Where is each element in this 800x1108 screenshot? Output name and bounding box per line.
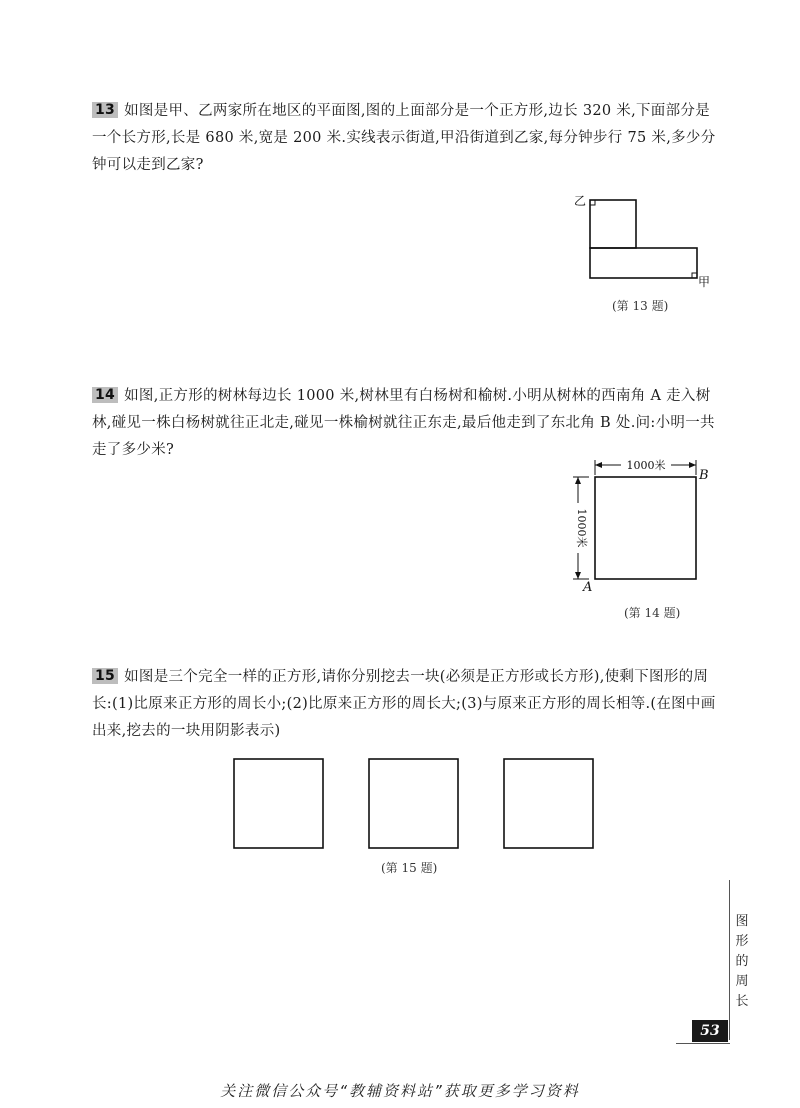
figure-14 [565, 455, 725, 600]
figure-15-caption: (第 15 题) [381, 861, 438, 875]
figure-15 [230, 755, 600, 853]
problem-13 [92, 98, 722, 179]
problem-number-badge: 15 [92, 668, 118, 684]
problem-15 [92, 664, 722, 745]
problem-number-badge: 13 [92, 102, 118, 118]
square-2 [369, 759, 458, 848]
dimension-side: 1000米 [575, 508, 588, 548]
label-a: A [583, 580, 593, 595]
problem-13-text [92, 98, 722, 179]
problem-15-body: 如图是三个完全一样的正方形,请你分别挖去一块(必须是正方形或长方形),使剩下图形的周长:(1)比原来正方形的周长小;(2)比原来正方形的周长大;(3)与原来正方形的周长相等.(在图中画出来,挖去的一块用阴影表示) [92, 669, 716, 739]
square-3 [504, 759, 593, 848]
page-number-rule [676, 1043, 730, 1044]
problem-15-text [92, 664, 722, 745]
sidebar-rule [729, 880, 730, 1040]
problem-14-text [92, 383, 722, 464]
problem-14 [92, 383, 722, 464]
problem-number-badge: 14 [92, 387, 118, 403]
dimension-top: 1000米 [626, 459, 666, 472]
footer-note: 关注微信公众号“教辅资料站”获取更多学习资料 [220, 1082, 580, 1100]
figure-13 [570, 186, 720, 296]
label-b: B [699, 468, 709, 483]
chapter-title: 图形的周长 [735, 914, 749, 1009]
problem-14-body: 如图,正方形的树林每边长 1000 米,树林里有白杨树和榆树.小明从树林的西南角 A 走入树林,碰见一株白杨树就往正北走,碰见一株榆树就往正东走,最后他走到了东北角 B 处.问:小明一共走了多少米? [92, 388, 715, 458]
square-1 [234, 759, 323, 848]
label-yi: 乙 [574, 194, 587, 208]
figure-14-caption: (第 14 题) [624, 606, 681, 620]
problem-13-body: 如图是甲、乙两家所在地区的平面图,图的上面部分是一个正方形,边长 320 米,下面部分是一个长方形,长是 680 米,宽是 200 米.实线表示街道,甲沿街道到乙家,每分钟步行 75 米,多少分钟可以走到乙家? [92, 103, 716, 173]
label-jia: 甲 [698, 275, 711, 289]
figure-13-caption: (第 13 题) [612, 299, 669, 313]
page-number: 53 [692, 1020, 728, 1042]
